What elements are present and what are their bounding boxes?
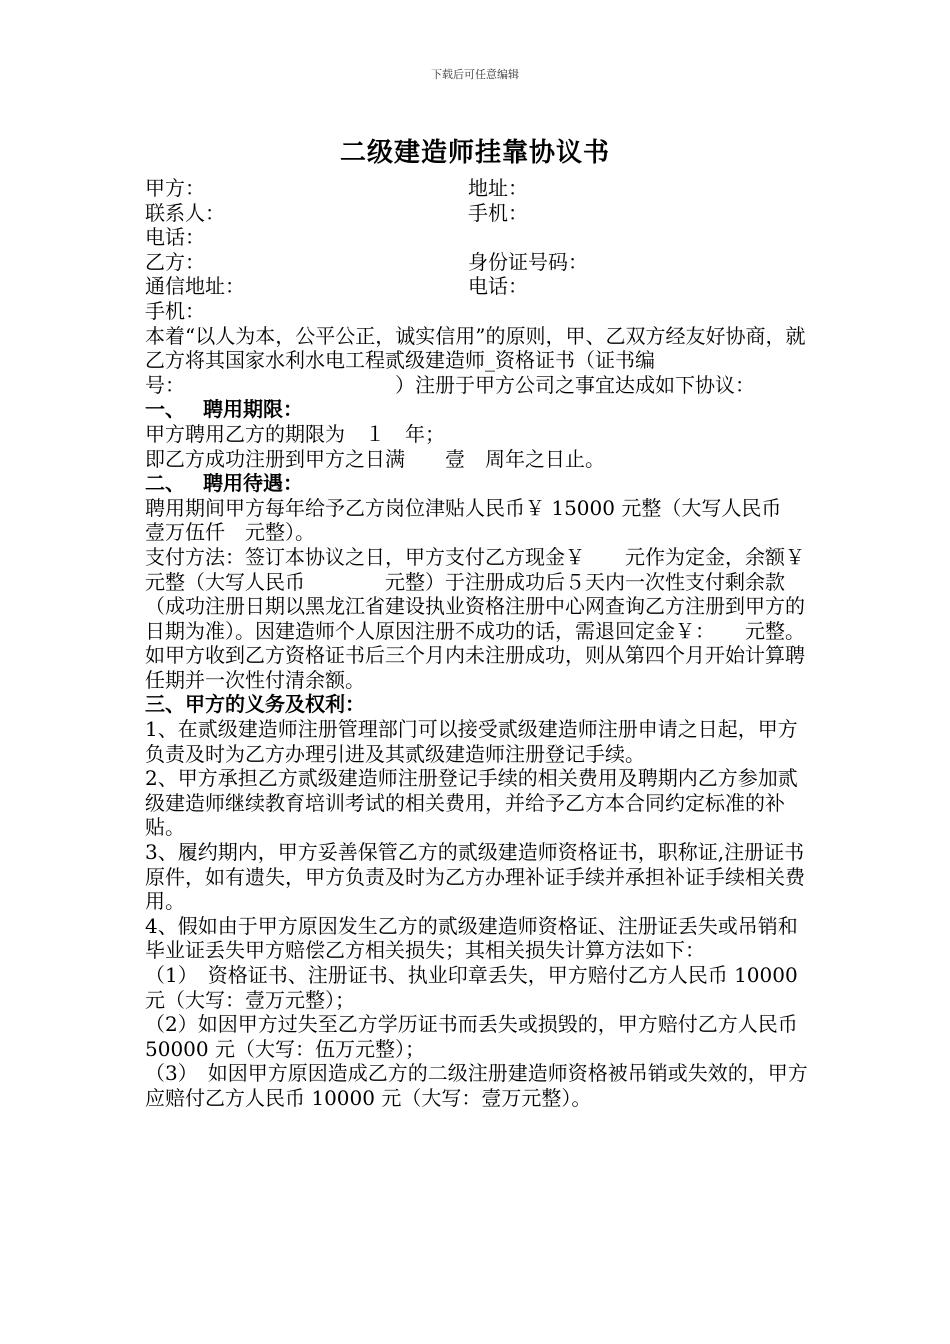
section-number: 二、 (145, 471, 185, 496)
info-label-party-a: 甲方： (145, 176, 205, 200)
info-label-party-b: 乙方： (145, 249, 205, 274)
header-note: 下载后可任意编辑 (431, 68, 519, 81)
info-label-mail-address: 通信地址： (145, 274, 245, 299)
payment-paragraph: 支付方法：签订本协议之日，甲方支付乙方现金￥ 元作为定金，余额￥ 元整（大写人民币 元整）于注册成功后５天内一次性支付剩余款（成功注册日期以黑龙江省建设执业资格注册中心网查询乙方注册到甲方的日期为准）。因建造师个人原因注册不成功的话，需退回定金￥： 元整。如甲方收到乙方资格证书后三个月内未注册成功，则从第四个月开始计算聘任期并一次性付清余额。 (145, 544, 865, 692)
document-body (145, 176, 865, 1111)
section-heading-obligations: 三、甲方的义务及权利： (145, 692, 365, 717)
info-empty (468, 225, 810, 250)
info-row (145, 225, 810, 250)
info-label-address: 地址： (468, 176, 528, 200)
intro-paragraph: 本着“以人为本，公平公正，诚实信用”的原则，甲、乙双方经友好协商，就乙方将其国家水利水电工程贰级建造师_资格证书（证书编 号： ）注册于甲方公司之事宜达成如下协议： (145, 323, 806, 397)
info-empty (468, 299, 810, 324)
compensation-paragraph: 聘用期间甲方每年给予乙方岗位津贴人民币￥ 15000 元整（大写人民币 壹万伍仟 元整）。 (145, 495, 822, 545)
info-row (145, 176, 810, 201)
info-label-phone: 电话： (145, 225, 205, 250)
section-title: 聘用待遇： (203, 471, 303, 496)
compensation-clause: （1） 资格证书、注册证书、执业印章丢失，甲方赔付乙方人民币 10000 元（大写：壹万元整）； (145, 963, 798, 1012)
section-heading-term (145, 397, 810, 422)
info-label-phone-b: 电话： (468, 274, 528, 299)
compensation-clause: （2）如因甲方过失至乙方学历证书而丢失或损毁的，甲方赔付乙方人民币 50000 元（大写：伍万元整）； (145, 1012, 798, 1061)
section-heading-compensation (145, 471, 810, 496)
compensation-clause: （3） 如因甲方原因造成乙方的二级注册建造师资格被吊销或失效的，甲方应赔付乙方人民币 10000 元（大写：壹万元整）。 (145, 1061, 808, 1110)
obligation-item: 4、假如由于甲方原因发生乙方的贰级建造师资格证、注册证丢失或吊销和毕业证丢失甲方赔偿乙方相关损失；其相关损失计算方法如下： (145, 913, 798, 963)
section-number: 一、 (145, 397, 185, 422)
info-label-mobile-b: 手机： (145, 298, 205, 323)
info-row (145, 201, 810, 226)
info-row (145, 250, 810, 275)
section-title: 聘用期限： (203, 397, 303, 422)
info-row (145, 299, 810, 324)
document-title: 二级建造师挂靠协议书 (339, 138, 610, 168)
term-paragraph: 甲方聘用乙方的期限为 １ 年； (145, 421, 445, 446)
info-row (145, 274, 810, 299)
obligation-item: 1、在贰级建造师注册管理部门可以接受贰级建造师注册申请之日起，甲方负责及时为乙方办理引进及其贰级建造师注册登记手续。 (145, 717, 798, 766)
term-paragraph: 即乙方成功注册到甲方之日满 壹 周年之日止。 (145, 446, 605, 471)
obligation-item: 2、甲方承担乙方贰级建造师注册登记手续的相关费用及聘期内乙方参加贰级建造师继续教育培训考试的相关费用，并给予乙方本合同约定标准的补贴。 (145, 766, 798, 840)
info-label-contact: 联系人： (145, 200, 225, 225)
info-label-mobile: 手机： (468, 200, 528, 225)
info-label-id-number: 身份证号码： (468, 249, 588, 274)
obligation-item: 3、履约期内，甲方妥善保管乙方的贰级建造师资格证书，职称证,注册证书原件，如有遗失，甲方负责及时为乙方办理补证手续并承担补证手续相关费用。 (145, 840, 805, 914)
